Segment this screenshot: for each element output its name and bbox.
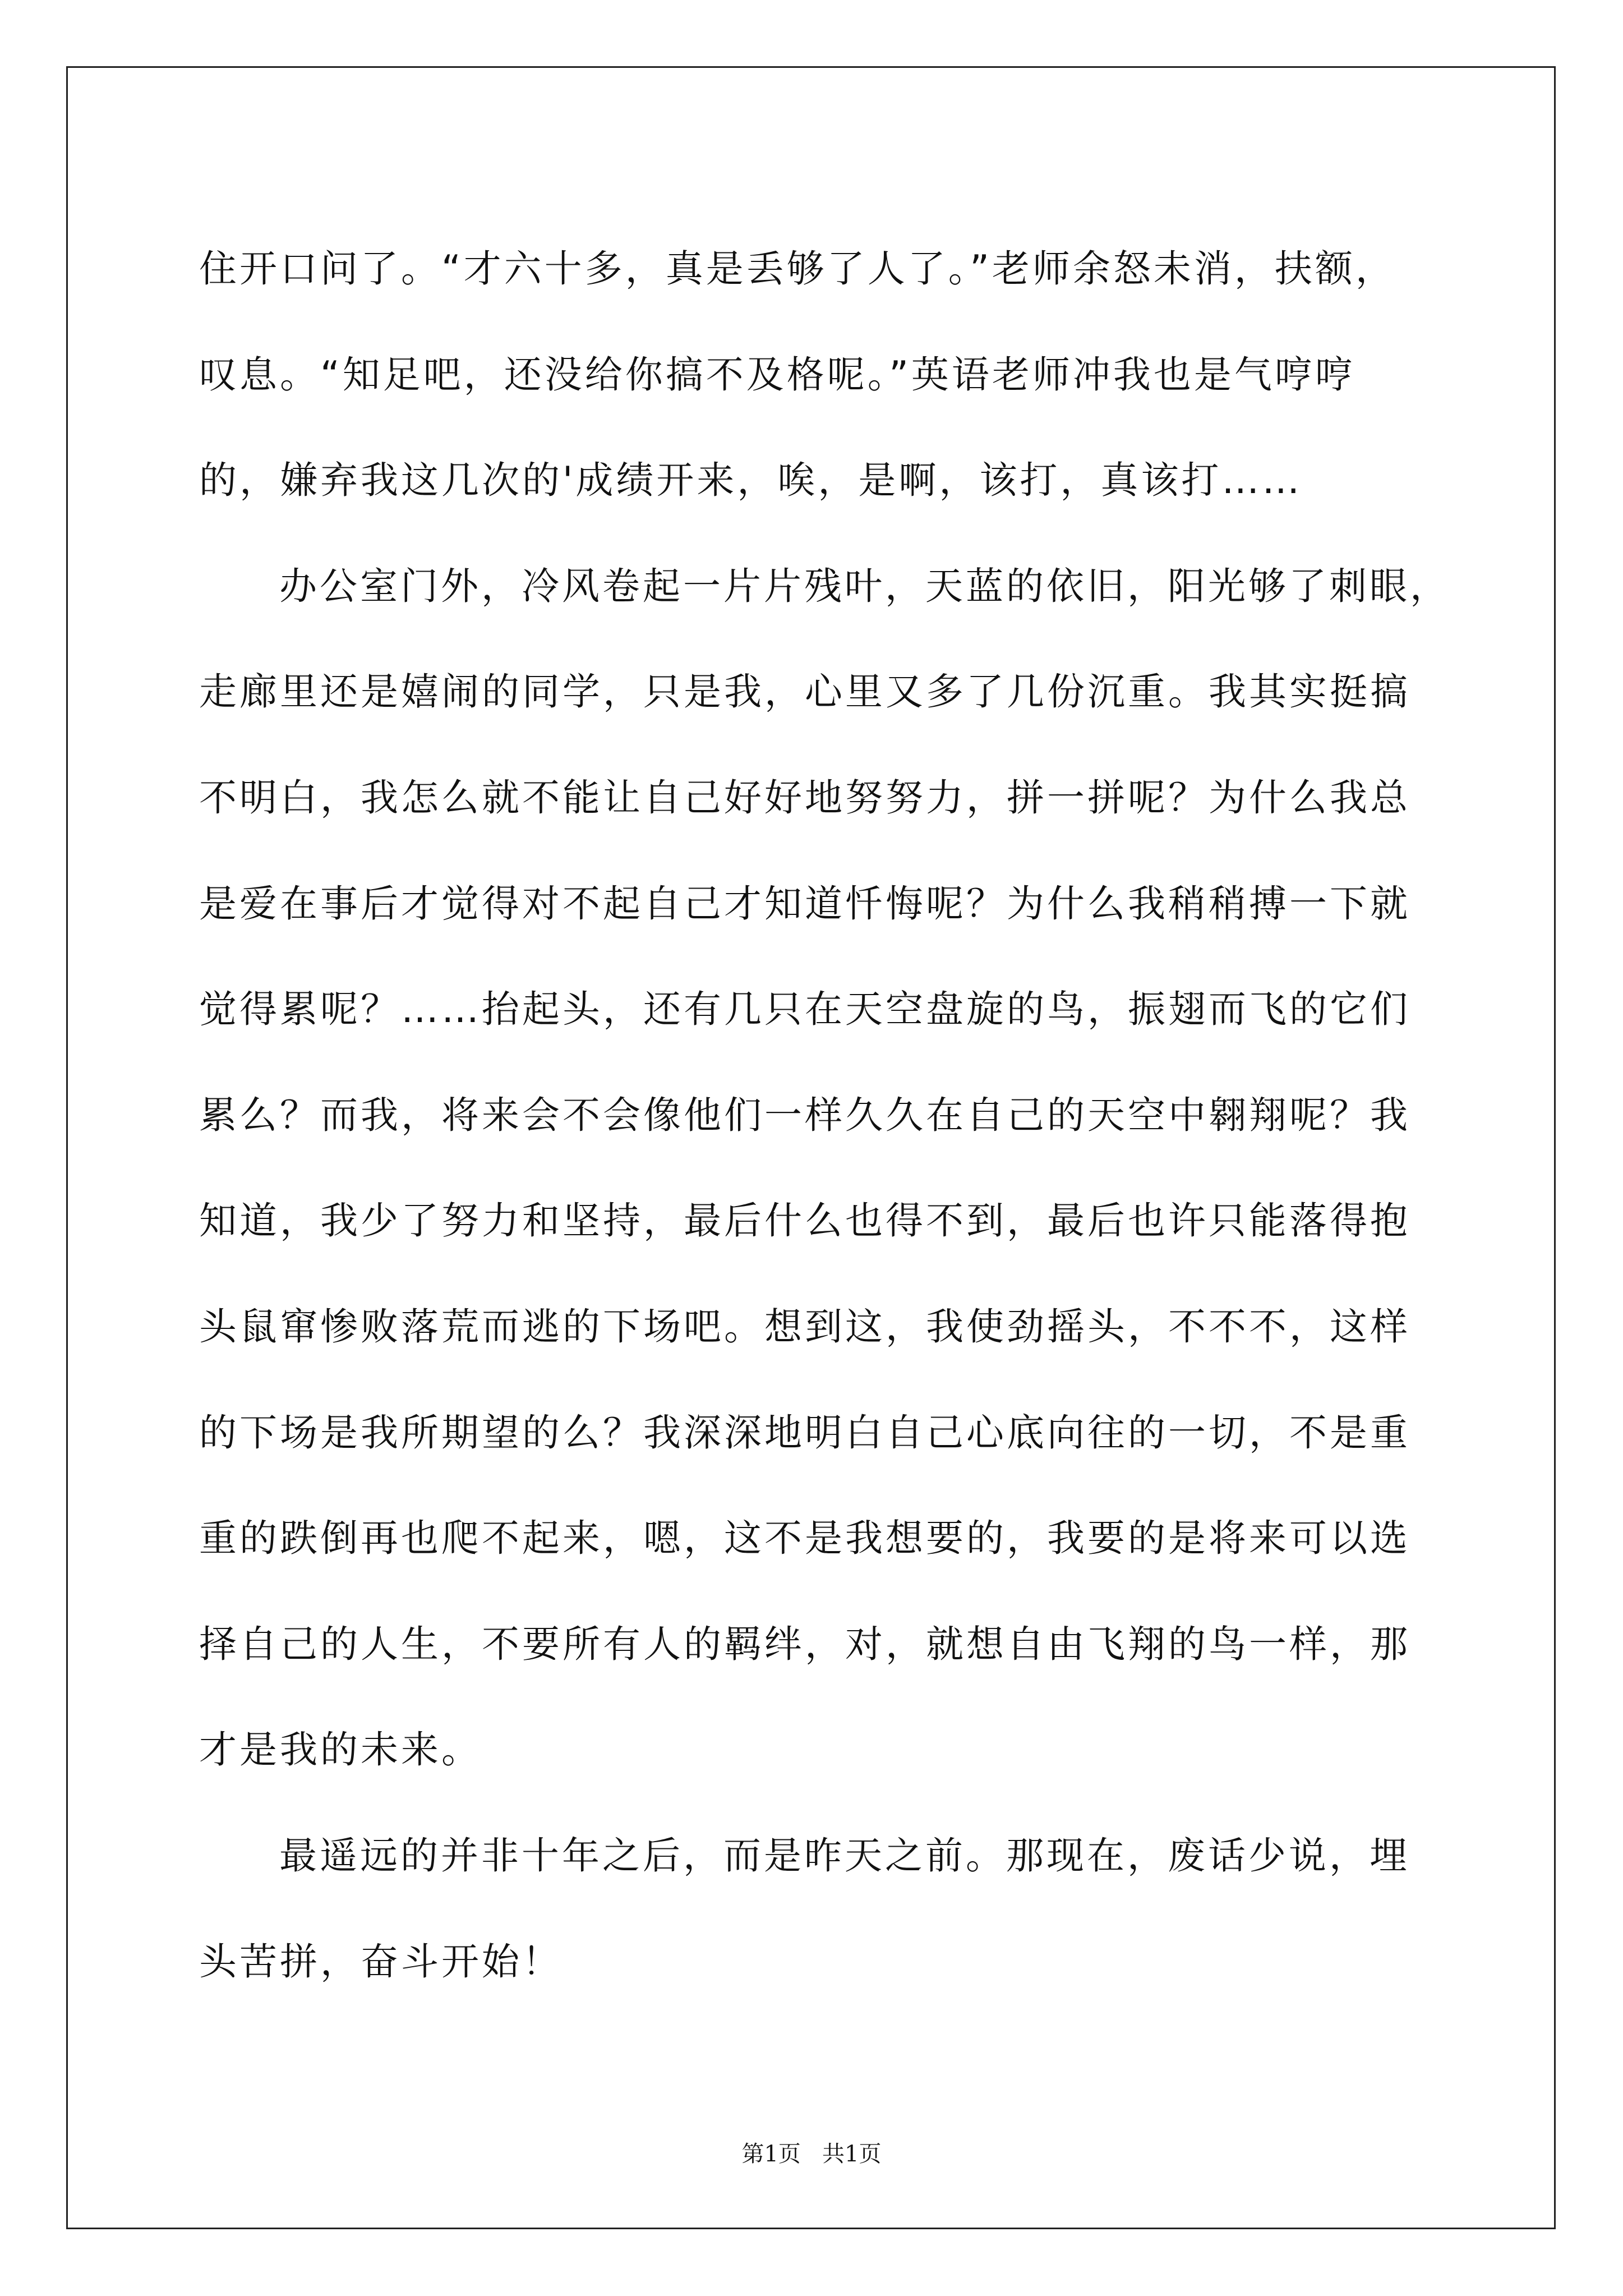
paragraph-2 <box>199 533 1450 1803</box>
text-line: 重的跌倒再也爬不起来，嗯，这不是我想要的，我要的是将来可以选 <box>199 1516 1410 1561</box>
text-line: 最遥远的并非十年之后，而是昨天之前。那现在，废话少说，埋 <box>279 1833 1410 1878</box>
text-line: 不明白，我怎么就不能让自己好好地努努力，拼一拼呢？为什么我总 <box>199 775 1410 820</box>
text-line: 的，嫌弃我这几次的'成绩开来，唉，是啊，该打，真该打…… <box>199 458 1303 503</box>
text-line: 的下场是我所期望的么？我深深地明白自己心底向往的一切，不是重 <box>199 1410 1410 1455</box>
text-line: 头苦拼，奋斗开始！ <box>199 1939 562 1984</box>
text-line: 累么？而我，将来会不会像他们一样久久在自己的天空中翱翔呢？我 <box>199 1093 1410 1137</box>
text-line: 才是我的未来。 <box>199 1728 482 1772</box>
paragraph-1 <box>199 216 1431 533</box>
document-body <box>199 216 1450 2014</box>
text-line: 走廊里还是嬉闹的同学，只是我，心里又多了几份沉重。我其实挺搞 <box>199 670 1410 714</box>
text-line: 头鼠窜惨败落荒而逃的下场吧。想到这，我使劲摇头，不不不，这样 <box>199 1304 1410 1349</box>
paragraph-3 <box>199 1803 1431 2014</box>
text-line: 觉得累呢？……抬起头，还有几只在天空盘旋的鸟，振翅而飞的它们 <box>199 987 1410 1032</box>
text-line: 办公室门外，冷风卷起一片片残叶，天蓝的依旧，阳光够了刺眼， <box>279 564 1450 608</box>
page-footer: 第1页 共1页 <box>741 2141 882 2167</box>
text-line: 是爱在事后才觉得对不起自己才知道忏悔呢？为什么我稍稍搏一下就 <box>199 881 1410 926</box>
text-line: 叹息。“知足吧，还没给你搞不及格呢。”英语老师冲我也是气哼哼 <box>199 352 1355 397</box>
text-line: 知道，我少了努力和坚持，最后什么也得不到，最后也许只能落得抱 <box>199 1199 1410 1243</box>
text-line: 住开口问了。“才六十多，真是丢够了人了。”老师余怒未消，扶额， <box>199 247 1396 291</box>
text-line: 择自己的人生，不要所有人的羁绊，对，就想自由飞翔的鸟一样，那 <box>199 1622 1410 1666</box>
